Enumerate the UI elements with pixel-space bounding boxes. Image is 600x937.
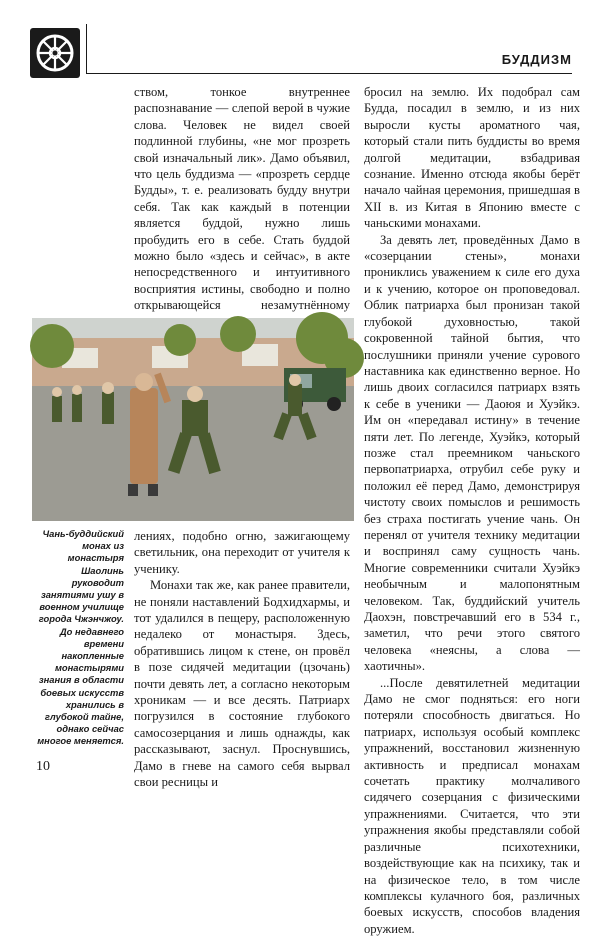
text-column-2 — [364, 84, 580, 936]
paragraph: ством, тонкое внутреннее распознавание — слепой верой в чужие слова. Человек не видел своей подлинной глубины, «не мог прозреть свой изначальный лик». Дамо объявил, что цель буддизма — «прозреть сердце Будды», т. е. реализовать будду внутри себя. Так как каждый в потенции является буддой, нужно лишь пробудить его в себе. Стать буддой можно было «здесь и сейчас», в акте непосредственного и интуитивного восприятия истины, свободно и полно открывающейся незамутнённому — [134, 85, 350, 313]
shaolin-training-photo — [32, 318, 354, 521]
page-number: 10 — [36, 759, 50, 774]
header-divider-vertical — [86, 24, 87, 74]
paragraph: лениях, подобно огню, зажигающему светильник, она переходит от учителя к ученику. — [134, 529, 350, 576]
header-divider-horizontal — [86, 73, 572, 74]
paragraph: За девять лет, проведённых Дамо в «созерцании стены», монахи прониклись уважением к силе его духа и к учению, которое он проповедовал. Облик патриарха был пронизан такой глубокой духовностью, такой сокровенной тайной бытия, что послушники приняли учение сурового наставника как единственно верное. Но лишь двоих согласился патриарх взять к себе в ученики — Даоюя и Хуэйкэ. Им он «передавал истину» в течение пяти лет. По легенде, Хуэйкэ, который позже стал преемником чаньского первопатриарха, отрубил себе руку и положил её перед Дамо, демонстрируя чистоту своих помыслов и решимость без страха постигать учение чань. Он перенял от учителя технику медитации и воспринял саму сущность чань. Многие современники считали Хуэйкэ необычным и малопонятным человеком. Так, буддийский учитель Даохэн, повстречавший его в 534 г., заметил, что речи этого святого человека «неясны, а слова — хаотичны». — [364, 232, 580, 674]
paragraph: Монахи так же, как ранее правители, не поняли наставлений Бодхидхармы, и тот удалился в пещеру, расположенную недалеко от монастыря. Здесь, обратившись лицом к стене, он провёл в позе сидячей медитации (цзочань) почти девять лет, а согласно некоторым хроникам — и все десять. Патриарх погрузился в состояние глубокого самосозерцания и лишь однажды, как рассказывают, заснул. Проснувшись, Дамо в гневе на самого себя вырвал свои ресницы и — [134, 578, 350, 790]
paragraph: ...После девятилетней медитации Дамо не смог подняться: его ноги потеряли способность двигаться. Но патриарх, используя особый комплекс упражнений, восстановил жизненную активность и предписал монахам сочетать практику молчаливого сидячего созерцания с физическими упражнениями. Считается, что эти упражнения якобы представляли собой различные психотехники, воздействующие как на психику, так и на физическое тело, в том числе комплексы кулачного боя, различных боевых искусств, способов владения оружием. — [364, 675, 580, 936]
paragraph: бросил на землю. Их подобрал сам Будда, посадил в землю, и из них выросли кусты ароматного чая, который стали пить буддисты во время долгой медитации, взбадривая сознание. Именно отсюда якобы берёт начало чайная церемония, пришедшая в XII в. из Китая в Японию вместе с чаньскими монахами. — [364, 85, 580, 231]
dharma-wheel-icon — [30, 28, 80, 78]
text-column-1-top — [134, 84, 350, 313]
section-title: БУДДИЗМ — [501, 52, 572, 67]
text-column-1-bottom — [134, 528, 350, 790]
photo-caption: Чань-буддийский монах из монастыря Шаолинь руководит занятиями ушу в военном училище города Чжэнчжоу. До недавнего времени накопленные монастырями знания в области боевых искусств хранились в глубокой тайне, однако сейчас многое меняется. — [37, 528, 124, 747]
